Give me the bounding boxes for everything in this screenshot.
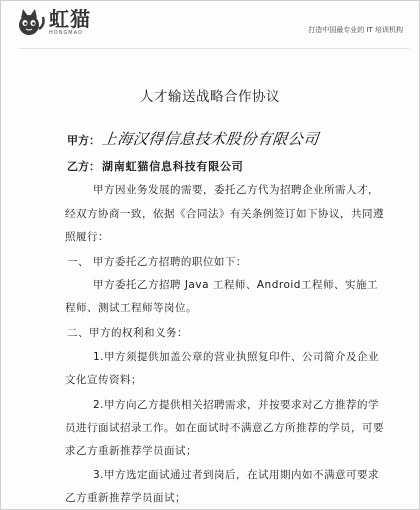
section-heading: 二、甲方的权利和义务： — [67, 327, 188, 339]
letterhead — [1, 1, 419, 47]
header-divider — [19, 48, 409, 49]
paragraph-line: 经双方协商一致，依据《合同法》有关条例签订如下协议，共同遵 — [65, 208, 384, 220]
paragraph-line: 文化宣传资料； — [65, 374, 142, 386]
paragraph-line: 甲方因业务发展的需要，委托乙方代为招聘企业所需人才， — [93, 184, 379, 196]
paragraph-line: 甲方委托乙方招聘 Java 工程师、Android工程师、实施工 — [93, 279, 378, 291]
paragraph-line: 照履行： — [65, 231, 109, 243]
paragraph-line: 求乙方重新推荐学员面试； — [65, 445, 197, 457]
paragraph-line: 员进行面试招录工作。如在面试时不满意乙方所推荐的学员，可要 — [65, 422, 384, 434]
paragraph-line: 3.甲方选定面试通过者到岗后，在试用期内如不满意可要求 — [93, 469, 380, 481]
header-slogan: 打造中国最专业的 IT 培训机构 — [308, 26, 403, 34]
party-b — [67, 158, 244, 174]
paragraph-line: 2.甲方向乙方提供相关招聘需求，并按要求对乙方推荐的学 — [93, 399, 380, 411]
document-title: 人才输送战略合作协议 — [140, 89, 280, 105]
company-logo — [13, 7, 91, 37]
paragraph-line: 1.甲方须提供加盖公章的营业执照复印件、公司简介及企业 — [93, 351, 380, 363]
section-heading: 一、 甲方委托乙方招聘的职位如下： — [67, 256, 247, 268]
cat-logo-icon — [13, 7, 47, 37]
logo-name: 虹猫 — [49, 7, 91, 31]
paragraph-line: 程师、测试工程师等岗位。 — [65, 302, 197, 314]
party-a-label: 甲方： — [67, 134, 100, 147]
party-b-label: 乙方： — [67, 160, 100, 173]
party-a — [67, 128, 319, 149]
paragraph-line: 乙方重新推荐学员面试； — [65, 492, 186, 504]
party-b-name: 湖南虹猫信息科技有限公司 — [102, 160, 244, 173]
logo-pinyin: HONGMAO — [49, 30, 83, 36]
party-a-name-handwritten: 上海汉得信息技术股份有限公司 — [101, 130, 320, 148]
